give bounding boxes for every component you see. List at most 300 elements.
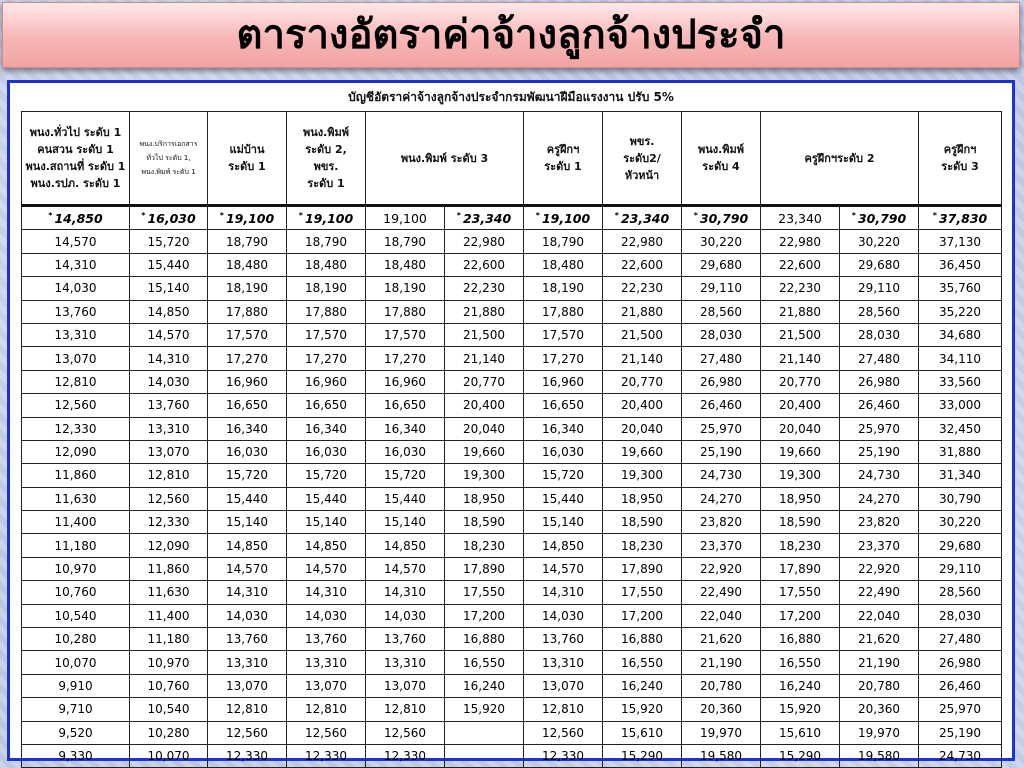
table-cell: 20,360 bbox=[682, 698, 761, 721]
table-cell bbox=[919, 206, 1002, 230]
table-cell: 29,110 bbox=[682, 277, 761, 300]
table-cell: 33,560 bbox=[919, 370, 1002, 393]
table-cell: 29,680 bbox=[840, 253, 919, 276]
header-line: ครูฝึกฯ bbox=[546, 143, 580, 156]
table-row-top-rate bbox=[22, 206, 1002, 230]
table-cell: 26,460 bbox=[840, 394, 919, 417]
table-cell: 26,460 bbox=[919, 674, 1002, 697]
table-cell: 18,590 bbox=[445, 511, 524, 534]
table-cell: 15,440 bbox=[524, 487, 603, 510]
table-cell: 14,570 bbox=[524, 557, 603, 580]
cell-value: 19,100 bbox=[304, 210, 354, 226]
table-cell: 20,400 bbox=[761, 394, 840, 417]
table-cell: 13,070 bbox=[366, 674, 445, 697]
table-cell: 12,330 bbox=[22, 417, 130, 440]
table-cell bbox=[840, 206, 919, 230]
header-line: คนสวน ระดับ 1 bbox=[37, 143, 114, 156]
table-cell bbox=[445, 744, 524, 767]
table-cell: 11,860 bbox=[130, 557, 208, 580]
header-line: พนง.พิมพ์ bbox=[302, 126, 350, 139]
table-cell: 21,190 bbox=[840, 651, 919, 674]
table-cell: 21,500 bbox=[761, 323, 840, 346]
table-row bbox=[22, 674, 1002, 697]
table-row bbox=[22, 323, 1002, 346]
table-cell: 16,340 bbox=[366, 417, 445, 440]
table-cell: 26,980 bbox=[682, 370, 761, 393]
table-cell: 17,270 bbox=[208, 347, 287, 370]
table-cell: 17,270 bbox=[524, 347, 603, 370]
table-cell: 12,810 bbox=[366, 698, 445, 721]
cell-value: 23,340 bbox=[778, 210, 822, 226]
table-cell: 19,660 bbox=[445, 440, 524, 463]
table-cell: 17,570 bbox=[287, 323, 366, 346]
table-cell: 17,890 bbox=[761, 557, 840, 580]
table-cell: 20,400 bbox=[445, 394, 524, 417]
table-row bbox=[22, 744, 1002, 767]
table-cell: 26,980 bbox=[840, 370, 919, 393]
table-cell: 18,590 bbox=[761, 511, 840, 534]
table-cell: 13,310 bbox=[287, 651, 366, 674]
table-cell: 22,490 bbox=[682, 581, 761, 604]
table-cell: 10,760 bbox=[130, 674, 208, 697]
table-cell: 16,030 bbox=[524, 440, 603, 463]
table-cell: 32,450 bbox=[919, 417, 1002, 440]
table-cell: 9,330 bbox=[22, 744, 130, 767]
table-row bbox=[22, 370, 1002, 393]
cell-value: 37,830 bbox=[938, 210, 988, 226]
column-header bbox=[603, 112, 682, 206]
table-cell: 16,880 bbox=[445, 628, 524, 651]
table-cell bbox=[287, 206, 366, 230]
table-cell: 22,600 bbox=[445, 253, 524, 276]
table-cell: 21,620 bbox=[682, 628, 761, 651]
cell-value: 19,100 bbox=[541, 210, 591, 226]
table-cell: 17,550 bbox=[445, 581, 524, 604]
cell-value: 23,340 bbox=[620, 210, 670, 226]
table-cell: 30,220 bbox=[919, 511, 1002, 534]
table-cell: 22,980 bbox=[445, 230, 524, 253]
table-cell: 30,220 bbox=[840, 230, 919, 253]
star-marker: * bbox=[614, 210, 619, 220]
header-line: ระดับ 2, bbox=[305, 143, 347, 156]
table-cell: 18,480 bbox=[524, 253, 603, 276]
table-cell: 16,960 bbox=[366, 370, 445, 393]
table-cell: 27,480 bbox=[682, 347, 761, 370]
table-row bbox=[22, 440, 1002, 463]
table-cell: 19,580 bbox=[682, 744, 761, 767]
table-cell: 23,820 bbox=[840, 511, 919, 534]
table-cell: 15,140 bbox=[366, 511, 445, 534]
table-cell: 19,970 bbox=[682, 721, 761, 744]
table-cell bbox=[603, 206, 682, 230]
table-cell: 25,970 bbox=[682, 417, 761, 440]
header-line: แม่บ้าน bbox=[229, 143, 265, 156]
table-cell: 9,520 bbox=[22, 721, 130, 744]
table-cell: 19,300 bbox=[603, 464, 682, 487]
table-row bbox=[22, 698, 1002, 721]
table-cell: 18,590 bbox=[603, 511, 682, 534]
table-cell: 24,270 bbox=[840, 487, 919, 510]
table-cell: 12,560 bbox=[22, 394, 130, 417]
header-line: ทั่วไป ระดับ 1, bbox=[146, 154, 191, 162]
table-cell: 16,240 bbox=[603, 674, 682, 697]
table-cell: 12,560 bbox=[287, 721, 366, 744]
table-cell: 21,190 bbox=[682, 651, 761, 674]
table-row bbox=[22, 277, 1002, 300]
table-cell: 13,070 bbox=[22, 347, 130, 370]
table-cell: 18,230 bbox=[445, 534, 524, 557]
table-cell: 33,000 bbox=[919, 394, 1002, 417]
table-cell: 12,330 bbox=[366, 744, 445, 767]
table-cell: 16,880 bbox=[761, 628, 840, 651]
table-cell: 13,310 bbox=[524, 651, 603, 674]
table-cell: 13,760 bbox=[22, 300, 130, 323]
table-cell: 18,790 bbox=[208, 230, 287, 253]
table-cell: 15,290 bbox=[761, 744, 840, 767]
table-cell: 14,570 bbox=[130, 323, 208, 346]
table-cell: 20,040 bbox=[603, 417, 682, 440]
table-cell: 15,290 bbox=[603, 744, 682, 767]
table-cell: 15,140 bbox=[130, 277, 208, 300]
table-cell: 18,190 bbox=[524, 277, 603, 300]
table-cell: 20,770 bbox=[445, 370, 524, 393]
table-cell: 13,760 bbox=[366, 628, 445, 651]
table-cell: 21,500 bbox=[603, 323, 682, 346]
table-cell: 15,720 bbox=[208, 464, 287, 487]
table-cell: 27,480 bbox=[919, 628, 1002, 651]
wage-table bbox=[21, 111, 1002, 768]
table-cell: 34,680 bbox=[919, 323, 1002, 346]
table-cell: 18,790 bbox=[287, 230, 366, 253]
table-cell: 12,810 bbox=[524, 698, 603, 721]
table-cell: 16,960 bbox=[524, 370, 603, 393]
table-row bbox=[22, 487, 1002, 510]
column-header bbox=[366, 112, 524, 206]
table-cell: 17,880 bbox=[524, 300, 603, 323]
table-cell: 22,040 bbox=[682, 604, 761, 627]
header-line: พนง.พิมพ์ ระดับ 1 bbox=[141, 168, 196, 176]
column-header bbox=[761, 112, 919, 206]
table-row bbox=[22, 394, 1002, 417]
table-row bbox=[22, 651, 1002, 674]
table-cell: 21,880 bbox=[761, 300, 840, 323]
table-cell bbox=[682, 206, 761, 230]
table-cell: 35,220 bbox=[919, 300, 1002, 323]
table-cell: 9,710 bbox=[22, 698, 130, 721]
table-cell: 16,550 bbox=[761, 651, 840, 674]
table-cell: 12,330 bbox=[130, 511, 208, 534]
table-cell: 15,610 bbox=[761, 721, 840, 744]
column-header bbox=[22, 112, 130, 206]
table-cell: 18,480 bbox=[208, 253, 287, 276]
table-cell: 10,070 bbox=[130, 744, 208, 767]
cell-value: 23,340 bbox=[462, 210, 512, 226]
table-cell: 22,230 bbox=[761, 277, 840, 300]
table-cell: 20,360 bbox=[840, 698, 919, 721]
table-cell: 14,310 bbox=[22, 253, 130, 276]
table-cell: 18,190 bbox=[287, 277, 366, 300]
header-line: ระดับ 1 bbox=[228, 160, 266, 173]
table-cell: 18,950 bbox=[761, 487, 840, 510]
header-line: พนง.ทั่วไป ระดับ 1 bbox=[29, 126, 122, 139]
header-line: ครูฝึกฯ bbox=[943, 143, 977, 156]
table-cell: 16,240 bbox=[761, 674, 840, 697]
column-header bbox=[208, 112, 287, 206]
table-cell: 13,070 bbox=[208, 674, 287, 697]
table-cell: 20,040 bbox=[761, 417, 840, 440]
table-cell: 17,890 bbox=[445, 557, 524, 580]
table-cell: 14,030 bbox=[524, 604, 603, 627]
table-cell: 21,500 bbox=[445, 323, 524, 346]
table-cell: 14,570 bbox=[22, 230, 130, 253]
header-line: หัวหน้า bbox=[624, 168, 660, 182]
column-header bbox=[130, 112, 208, 206]
table-row bbox=[22, 628, 1002, 651]
table-cell: 15,720 bbox=[366, 464, 445, 487]
table-cell: 22,920 bbox=[682, 557, 761, 580]
header-line: พขร. bbox=[313, 160, 339, 173]
table-cell: 22,920 bbox=[840, 557, 919, 580]
table-cell: 29,110 bbox=[840, 277, 919, 300]
table-cell: 10,540 bbox=[130, 698, 208, 721]
header-line: พนง.สถานที่ ระดับ 1 bbox=[25, 160, 126, 173]
table-cell: 17,200 bbox=[761, 604, 840, 627]
table-cell: 18,950 bbox=[603, 487, 682, 510]
table-cell: 14,030 bbox=[22, 277, 130, 300]
table-cell: 16,030 bbox=[208, 440, 287, 463]
header-line: ระดับ 4 bbox=[702, 160, 740, 173]
table-cell: 20,780 bbox=[840, 674, 919, 697]
table-cell: 16,650 bbox=[208, 394, 287, 417]
cell-value: 19,100 bbox=[383, 210, 427, 226]
table-cell bbox=[208, 206, 287, 230]
star-marker: * bbox=[298, 210, 303, 220]
table-cell bbox=[445, 206, 524, 230]
table-cell: 14,850 bbox=[130, 300, 208, 323]
table-cell: 28,030 bbox=[919, 604, 1002, 627]
table-row bbox=[22, 230, 1002, 253]
table-row bbox=[22, 721, 1002, 744]
table-cell: 29,680 bbox=[919, 534, 1002, 557]
table-subtitle: บัญชีอัตราค่าจ้างลูกจ้างประจำกรมพัฒนาฝีมือแรงงาน ปรับ 5% bbox=[348, 90, 674, 104]
table-cell: 11,180 bbox=[130, 628, 208, 651]
table-cell: 16,880 bbox=[603, 628, 682, 651]
table-cell: 14,310 bbox=[208, 581, 287, 604]
table-cell: 13,760 bbox=[130, 394, 208, 417]
header-line: ระดับ 1 bbox=[544, 160, 582, 173]
table-cell: 12,560 bbox=[130, 487, 208, 510]
table-cell: 22,600 bbox=[761, 253, 840, 276]
table-cell: 14,310 bbox=[366, 581, 445, 604]
table-cell: 26,460 bbox=[682, 394, 761, 417]
table-cell: 17,570 bbox=[208, 323, 287, 346]
table-cell: 17,570 bbox=[366, 323, 445, 346]
table-cell: 10,970 bbox=[130, 651, 208, 674]
table-cell: 14,030 bbox=[287, 604, 366, 627]
header-line: พนง.บริการเอกสาร bbox=[139, 140, 198, 148]
table-cell: 13,760 bbox=[524, 628, 603, 651]
table-row bbox=[22, 464, 1002, 487]
header-line: ระดับ 1 bbox=[307, 177, 345, 190]
table-cell: 18,190 bbox=[208, 277, 287, 300]
table-cell: 37,130 bbox=[919, 230, 1002, 253]
table-body bbox=[22, 206, 1002, 768]
column-header bbox=[287, 112, 366, 206]
table-cell: 23,370 bbox=[682, 534, 761, 557]
table-cell: 15,920 bbox=[445, 698, 524, 721]
table-cell: 21,140 bbox=[445, 347, 524, 370]
table-cell: 17,200 bbox=[603, 604, 682, 627]
table-cell: 14,030 bbox=[366, 604, 445, 627]
table-cell: 15,920 bbox=[761, 698, 840, 721]
table-cell: 19,300 bbox=[761, 464, 840, 487]
table-cell: 21,880 bbox=[603, 300, 682, 323]
table-cell: 15,140 bbox=[287, 511, 366, 534]
table-cell: 36,450 bbox=[919, 253, 1002, 276]
table-cell: 11,180 bbox=[22, 534, 130, 557]
header-line: ระดับ2/ bbox=[623, 151, 661, 165]
table-cell: 22,040 bbox=[840, 604, 919, 627]
cell-value: 30,790 bbox=[857, 210, 907, 226]
table-cell: 21,620 bbox=[840, 628, 919, 651]
table-cell: 11,860 bbox=[22, 464, 130, 487]
table-cell: 25,190 bbox=[840, 440, 919, 463]
table-row bbox=[22, 253, 1002, 276]
table-cell bbox=[761, 206, 840, 230]
table-cell: 13,760 bbox=[287, 628, 366, 651]
table-cell: 20,400 bbox=[603, 394, 682, 417]
column-header bbox=[524, 112, 603, 206]
table-cell: 28,030 bbox=[840, 323, 919, 346]
table-cell: 15,440 bbox=[208, 487, 287, 510]
table-cell: 20,780 bbox=[682, 674, 761, 697]
table-cell: 15,140 bbox=[524, 511, 603, 534]
table-cell: 31,880 bbox=[919, 440, 1002, 463]
table-cell: 14,850 bbox=[287, 534, 366, 557]
table-cell: 11,630 bbox=[22, 487, 130, 510]
table-cell: 20,040 bbox=[445, 417, 524, 440]
header-line: พนง.พิมพ์ ระดับ 3 bbox=[400, 151, 489, 165]
table-cell: 13,310 bbox=[366, 651, 445, 674]
table-cell: 14,570 bbox=[366, 557, 445, 580]
table-cell: 13,070 bbox=[130, 440, 208, 463]
table-cell: 22,600 bbox=[603, 253, 682, 276]
table-cell: 25,190 bbox=[919, 721, 1002, 744]
star-marker: * bbox=[535, 210, 540, 220]
table-cell: 25,970 bbox=[840, 417, 919, 440]
table-cell: 10,280 bbox=[130, 721, 208, 744]
table-cell: 28,030 bbox=[682, 323, 761, 346]
table-cell: 23,370 bbox=[840, 534, 919, 557]
table-cell: 28,560 bbox=[840, 300, 919, 323]
table-row bbox=[22, 604, 1002, 627]
table-frame bbox=[7, 80, 1015, 764]
table-cell: 20,770 bbox=[761, 370, 840, 393]
table-cell: 16,960 bbox=[208, 370, 287, 393]
cell-value: 16,030 bbox=[147, 210, 196, 226]
table-cell: 11,400 bbox=[22, 511, 130, 534]
table-cell bbox=[445, 721, 524, 744]
table-cell: 17,880 bbox=[208, 300, 287, 323]
table-cell: 19,300 bbox=[445, 464, 524, 487]
table-cell: 16,650 bbox=[366, 394, 445, 417]
table-cell: 20,770 bbox=[603, 370, 682, 393]
table-cell: 28,560 bbox=[919, 581, 1002, 604]
table-cell: 15,920 bbox=[603, 698, 682, 721]
table-cell: 10,970 bbox=[22, 557, 130, 580]
table-cell: 15,720 bbox=[524, 464, 603, 487]
table-cell: 15,440 bbox=[366, 487, 445, 510]
table-cell: 28,560 bbox=[682, 300, 761, 323]
table-cell: 19,660 bbox=[761, 440, 840, 463]
table-cell: 17,890 bbox=[603, 557, 682, 580]
table-cell: 22,490 bbox=[840, 581, 919, 604]
table-cell: 18,480 bbox=[287, 253, 366, 276]
header-line: พขร. bbox=[629, 134, 655, 148]
cell-value: 19,100 bbox=[225, 210, 275, 226]
table-cell: 22,980 bbox=[761, 230, 840, 253]
table-cell: 17,270 bbox=[287, 347, 366, 370]
table-cell: 14,850 bbox=[208, 534, 287, 557]
table-cell: 21,140 bbox=[761, 347, 840, 370]
table-cell: 21,880 bbox=[445, 300, 524, 323]
table-cell: 18,790 bbox=[366, 230, 445, 253]
table-cell: 12,330 bbox=[208, 744, 287, 767]
table-cell: 17,270 bbox=[366, 347, 445, 370]
table-cell: 18,190 bbox=[366, 277, 445, 300]
table-cell: 24,730 bbox=[840, 464, 919, 487]
table-cell: 29,110 bbox=[919, 557, 1002, 580]
table-cell: 16,340 bbox=[287, 417, 366, 440]
table-cell: 19,970 bbox=[840, 721, 919, 744]
table-cell: 25,190 bbox=[682, 440, 761, 463]
table-cell bbox=[524, 206, 603, 230]
table-cell: 23,820 bbox=[682, 511, 761, 534]
table-cell: 22,230 bbox=[603, 277, 682, 300]
header-row bbox=[22, 112, 1002, 206]
table-cell: 19,660 bbox=[603, 440, 682, 463]
table-cell: 12,560 bbox=[524, 721, 603, 744]
table-cell: 12,810 bbox=[208, 698, 287, 721]
table-cell: 16,650 bbox=[524, 394, 603, 417]
table-cell: 9,910 bbox=[22, 674, 130, 697]
table-cell: 17,550 bbox=[761, 581, 840, 604]
table-cell: 12,090 bbox=[22, 440, 130, 463]
header-line: พนง.พิมพ์ bbox=[697, 143, 745, 156]
cell-value: 14,850 bbox=[54, 210, 103, 226]
header-line: ระดับ 3 bbox=[941, 160, 979, 173]
table-row bbox=[22, 300, 1002, 323]
table-cell: 34,110 bbox=[919, 347, 1002, 370]
table-cell: 19,580 bbox=[840, 744, 919, 767]
table-cell: 16,960 bbox=[287, 370, 366, 393]
column-header bbox=[919, 112, 1002, 206]
table-cell: 22,230 bbox=[445, 277, 524, 300]
table-cell: 16,240 bbox=[445, 674, 524, 697]
table-row bbox=[22, 417, 1002, 440]
table-cell: 14,030 bbox=[208, 604, 287, 627]
table-cell: 13,310 bbox=[130, 417, 208, 440]
table-cell: 12,560 bbox=[208, 721, 287, 744]
table-cell: 15,440 bbox=[130, 253, 208, 276]
table-cell bbox=[366, 206, 445, 230]
table-cell: 12,330 bbox=[524, 744, 603, 767]
table-cell: 22,980 bbox=[603, 230, 682, 253]
table-row bbox=[22, 511, 1002, 534]
table-cell: 16,030 bbox=[366, 440, 445, 463]
table-cell: 12,810 bbox=[130, 464, 208, 487]
table-cell: 10,760 bbox=[22, 581, 130, 604]
